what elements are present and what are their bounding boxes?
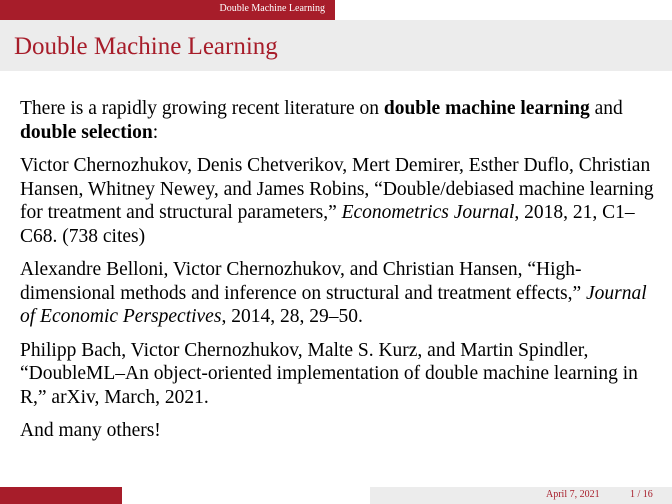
footer-date: April 7, 2021	[546, 489, 600, 500]
header-section-block	[0, 0, 335, 20]
footer-red-block	[0, 487, 122, 504]
closing-line: And many others!	[20, 420, 161, 441]
reference-1	[20, 154, 660, 248]
slide-content	[20, 97, 660, 453]
intro-term-ds: double selection	[20, 121, 153, 143]
footer-page-number[interactable]: 1 / 16	[630, 489, 653, 500]
section-label[interactable]: Double Machine Learning	[219, 3, 325, 14]
reference-1-body: Victor Chernozhukov, Denis Chetverikov, Mert Demirer, Esther Duflo, Christian Hansen, Whitney Newey, and James Robins, “Double/debiased machine learning for treatment and structural parameters,”	[20, 155, 654, 223]
intro-mid: and	[589, 98, 623, 119]
intro-paragraph	[20, 97, 660, 144]
intro-term-dml: double machine learning	[383, 98, 590, 119]
intro-lead: There is a rapidly growing recent literature on	[20, 98, 384, 119]
reference-3	[20, 339, 660, 410]
footer-bar	[0, 487, 672, 504]
footer-grey-block	[370, 487, 672, 504]
reference-3-body: Philipp Bach, Victor Chernozhukov, Malte S. Kurz, and Martin Spindler, “DoubleML–An object-oriented implementation of double machine learning in R,” arXiv, March, 2021.	[20, 339, 638, 408]
reference-1-tail: , 2018, 21, C1–C68. (738 cites)	[20, 202, 635, 247]
footer-white-block	[122, 487, 370, 504]
reference-2-journal: Journal of Economic Perspectives	[20, 282, 647, 327]
slide-title: Double Machine Learning	[14, 33, 278, 60]
title-bar	[0, 20, 672, 71]
intro-end: :	[152, 121, 159, 143]
reference-1-journal: Econometrics Journal	[341, 202, 515, 223]
reference-2-body: Alexandre Belloni, Victor Chernozhukov, and Christian Hansen, “High-dimensional methods and inference on structural and treatment effects,”	[20, 259, 587, 304]
reference-2-tail: , 2014, 28, 29–50.	[221, 306, 363, 327]
reference-2	[20, 258, 660, 329]
header-blank-block	[335, 0, 672, 20]
header-bar	[0, 0, 672, 20]
